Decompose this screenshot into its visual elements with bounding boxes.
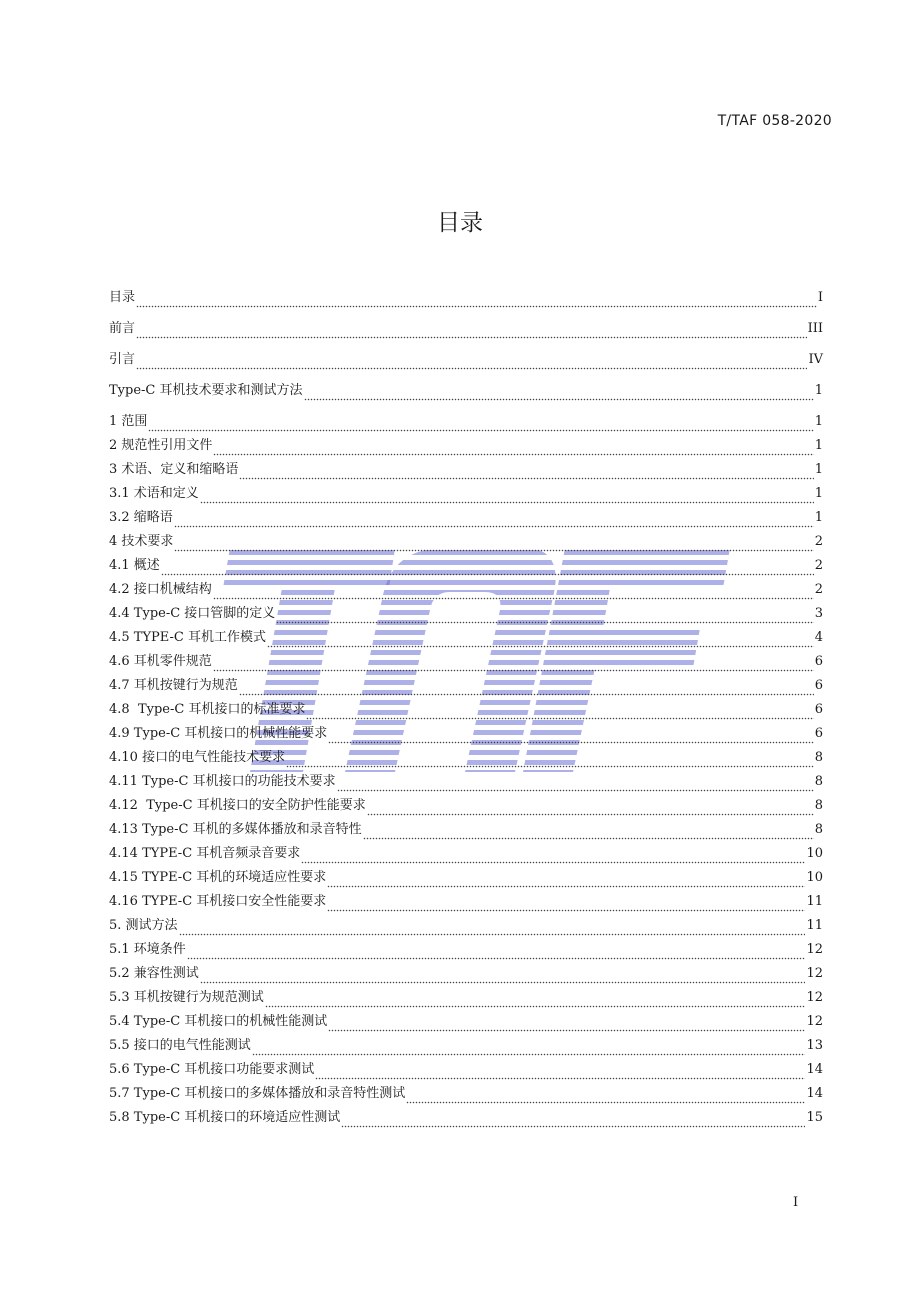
leader-dots: [328, 1016, 805, 1032]
page-number: 1: [814, 462, 823, 477]
toc-entry-4-12[interactable]: 4.12 Type-C 耳机接口的安全防护性能要求 8: [109, 796, 823, 816]
page-number: 3: [814, 606, 823, 621]
toc-entry-2[interactable]: 2 规范性引用文件 1: [109, 436, 823, 456]
leader-dots: [187, 944, 806, 960]
page-number: 8: [814, 822, 823, 837]
toc-entry-4-15[interactable]: 4.15 TYPE-C 耳机的环境适应性要求 10: [109, 868, 823, 888]
page-number: 11: [806, 894, 823, 909]
toc-entry-5-4[interactable]: 5.4 Type-C 耳机接口的机械性能测试 12: [109, 1012, 823, 1032]
leader-dots: [174, 512, 814, 528]
page-number: 8: [814, 774, 823, 789]
page-number: 10: [806, 870, 823, 885]
leader-dots: [306, 704, 813, 720]
footer-page-number: I: [793, 1195, 799, 1210]
leader-dots: [200, 488, 814, 504]
page-number: 12: [806, 990, 823, 1005]
toc-entry-5-6[interactable]: 5.6 Type-C 耳机接口功能要求测试 14: [109, 1060, 823, 1080]
page-number: IV: [808, 352, 823, 367]
leader-dots: [363, 824, 814, 840]
toc-entry-1[interactable]: 1 范围 1: [109, 412, 823, 432]
toc-entry-4-4[interactable]: 4.4 Type-C 接口管脚的定义 3: [109, 604, 823, 624]
leader-dots: [304, 385, 814, 401]
toc-entry-4-13[interactable]: 4.13 Type-C 耳机的多媒体播放和录音特性 8: [109, 820, 823, 840]
page-number: 8: [814, 750, 823, 765]
page-number: 11: [806, 918, 823, 933]
leader-dots: [174, 536, 813, 552]
leader-dots: [286, 752, 814, 768]
leader-dots: [267, 632, 814, 648]
page-number: 1: [814, 510, 823, 525]
toc-entry-3-2[interactable]: 3.2 缩略语 1: [109, 508, 823, 528]
page-number: 15: [806, 1110, 823, 1125]
leader-dots: [213, 584, 814, 600]
leader-dots: [328, 728, 813, 744]
toc-entry-4-14[interactable]: 4.14 TYPE-C 耳机音频录音要求 10: [109, 844, 823, 864]
toc-entry-4-6[interactable]: 4.6 耳机零件规范 6: [109, 652, 823, 672]
page-number: 2: [814, 558, 823, 573]
leader-dots: [252, 1040, 806, 1056]
toc-entry-5-7[interactable]: 5.7 Type-C 耳机接口的多媒体播放和录音特性测试 14: [109, 1084, 823, 1104]
leader-dots: [161, 560, 814, 576]
page-number: 12: [806, 1014, 823, 1029]
leader-dots: [315, 1064, 805, 1080]
leader-dots: [239, 680, 814, 696]
page-number: 2: [814, 582, 823, 597]
page-number: 1: [814, 438, 823, 453]
toc-entry-4-7[interactable]: 4.7 耳机按键行为规范 6: [109, 676, 823, 696]
leader-dots: [341, 1112, 805, 1128]
toc-entry-4-16[interactable]: 4.16 TYPE-C 耳机接口安全性能要求 11: [109, 892, 823, 912]
toc-entry-4-9[interactable]: 4.9 Type-C 耳机接口的机械性能要求 6: [109, 724, 823, 744]
page-number: 2: [814, 534, 823, 549]
leader-dots: [136, 292, 817, 308]
page-number: III: [807, 321, 823, 336]
page-number: 13: [806, 1038, 823, 1053]
toc-entry-4-8[interactable]: 4.8 Type-C 耳机接口的标准要求 6: [109, 700, 823, 720]
leader-dots: [213, 440, 813, 456]
leader-dots: [179, 920, 806, 936]
leader-dots: [213, 656, 814, 672]
page-number: 14: [806, 1062, 823, 1077]
page-number: 6: [814, 678, 823, 693]
toc-entry-3-1[interactable]: 3.1 术语和定义 1: [109, 484, 823, 504]
leader-dots: [136, 323, 807, 339]
toc-entry-4-1[interactable]: 4.1 概述 2: [109, 556, 823, 576]
toc-entry-doc-title[interactable]: Type-C 耳机技术要求和测试方法 1: [109, 381, 823, 401]
leader-dots: [265, 992, 806, 1008]
toc-entry-introduction[interactable]: 引言 IV: [109, 350, 823, 370]
toc-entry-4-5[interactable]: 4.5 TYPE-C 耳机工作模式 4: [109, 628, 823, 648]
toc-title: 目录: [437, 210, 483, 236]
leader-dots: [327, 896, 805, 912]
toc-entry-4[interactable]: 4 技术要求 2: [109, 532, 823, 552]
leader-dots: [367, 800, 814, 816]
toc-entry-foreword[interactable]: 前言 III: [109, 319, 823, 339]
toc-entry-4-2[interactable]: 4.2 接口机械结构 2: [109, 580, 823, 600]
toc-entry-5-5[interactable]: 5.5 接口的电气性能测试 13: [109, 1036, 823, 1056]
page-number: 1: [814, 383, 823, 398]
page-number: 4: [814, 630, 823, 645]
leader-dots: [301, 848, 805, 864]
toc-entry-3[interactable]: 3 术语、定义和缩略语 1: [109, 460, 823, 480]
page-number: 8: [814, 798, 823, 813]
leader-dots: [406, 1088, 805, 1104]
toc-entry-5[interactable]: 5. 测试方法 11: [109, 916, 823, 936]
leader-dots: [327, 872, 805, 888]
page-number: 6: [814, 726, 823, 741]
page-number: 1: [814, 486, 823, 501]
toc-entry-contents[interactable]: 目录 I: [109, 288, 823, 308]
page-number: 6: [814, 654, 823, 669]
leader-dots: [148, 416, 813, 432]
page-number: 10: [806, 846, 823, 861]
page-number: I: [817, 290, 823, 305]
toc-entry-4-10[interactable]: 4.10 接口的电气性能技术要求 8: [109, 748, 823, 768]
page-number: 12: [806, 942, 823, 957]
toc-entry-5-3[interactable]: 5.3 耳机按键行为规范测试 12: [109, 988, 823, 1008]
toc-entry-4-11[interactable]: 4.11 Type-C 耳机接口的功能技术要求 8: [109, 772, 823, 792]
toc-entry-5-2[interactable]: 5.2 兼容性测试 12: [109, 964, 823, 984]
page-number: 1: [814, 414, 823, 429]
page-number: 14: [806, 1086, 823, 1101]
document-code: T/TAF 058-2020: [717, 113, 832, 129]
page-number: 12: [806, 966, 823, 981]
leader-dots: [276, 608, 813, 624]
toc-entry-5-1[interactable]: 5.1 环境条件 12: [109, 940, 823, 960]
toc-entry-5-8[interactable]: 5.8 Type-C 耳机接口的环境适应性测试 15: [109, 1108, 823, 1128]
leader-dots: [337, 776, 814, 792]
page-number: 6: [814, 702, 823, 717]
leader-dots: [136, 354, 807, 370]
leader-dots: [200, 968, 806, 984]
leader-dots: [239, 464, 813, 480]
